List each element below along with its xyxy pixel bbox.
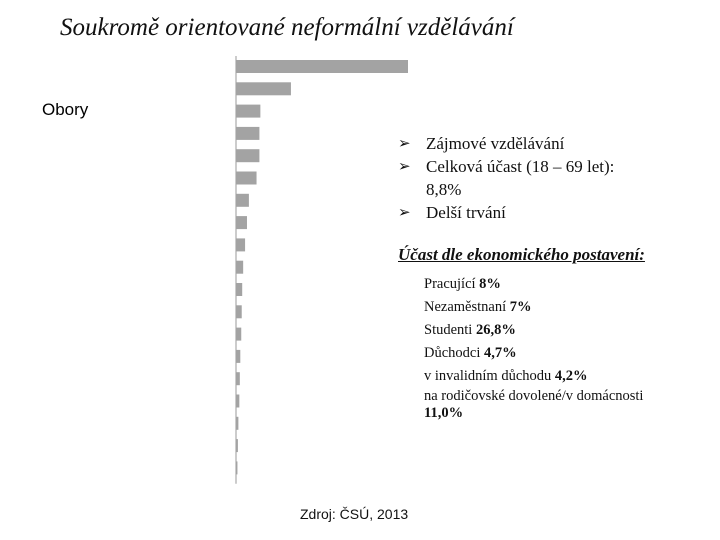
economic-status-item bbox=[424, 342, 643, 365]
status-value: 4,7% bbox=[484, 345, 517, 361]
chart-bar bbox=[236, 149, 259, 162]
bullet-item bbox=[398, 155, 614, 201]
chart-bar bbox=[236, 238, 245, 251]
arrow-bullet-icon: ➢ bbox=[398, 134, 411, 152]
chart-bar bbox=[236, 350, 240, 363]
status-value: 26,8% bbox=[475, 322, 516, 338]
chart-bar bbox=[236, 305, 242, 318]
bullet-text: Celková účast (18 – 69 let): bbox=[426, 157, 615, 176]
chart-bar bbox=[236, 194, 249, 207]
chart-bar bbox=[236, 439, 238, 452]
chart-bar bbox=[236, 105, 260, 118]
chart-bar bbox=[236, 172, 257, 185]
bullet-item bbox=[398, 201, 614, 224]
chart-bar bbox=[236, 461, 237, 474]
economic-status-list bbox=[424, 273, 643, 422]
bullet-text: Zájmové vzdělávání bbox=[426, 134, 565, 153]
economic-status-item bbox=[424, 388, 643, 422]
economic-status-title: Účast dle ekonomického postavení: bbox=[398, 245, 645, 264]
bullet-list bbox=[398, 132, 614, 224]
chart-label: Obory bbox=[42, 100, 89, 119]
status-value: 8% bbox=[479, 276, 501, 292]
slide-title: Soukromě orientované neformální vzdělávání bbox=[60, 14, 514, 41]
status-value: 4,2% bbox=[554, 368, 588, 384]
bullet-item bbox=[398, 132, 614, 155]
status-label: na rodičovské dovolené/v domácnosti bbox=[424, 388, 644, 404]
chart-bar bbox=[236, 82, 291, 95]
status-label: Studenti bbox=[424, 322, 476, 338]
chart-bar bbox=[236, 372, 240, 385]
status-label: Nezaměstnaní bbox=[424, 299, 510, 315]
bullet-continuation: 8,8% bbox=[426, 180, 462, 199]
chart-bar bbox=[236, 127, 259, 140]
chart-bar bbox=[236, 283, 242, 296]
status-label: Důchodci bbox=[424, 345, 484, 361]
chart-bar bbox=[236, 417, 238, 430]
chart-bar bbox=[236, 261, 243, 274]
status-label: Pracující bbox=[424, 276, 480, 292]
economic-status-item bbox=[424, 296, 643, 319]
chart-bar bbox=[236, 328, 241, 341]
source-note: Zdroj: ČSÚ, 2013 bbox=[300, 506, 409, 522]
chart-bar bbox=[236, 216, 247, 229]
chart-bar bbox=[236, 395, 239, 408]
economic-status-item bbox=[424, 365, 643, 388]
status-value: 7% bbox=[509, 299, 532, 315]
bullet-text: Delší trvání bbox=[426, 203, 506, 222]
economic-status-item bbox=[424, 319, 643, 342]
status-label: v invalidním důchodu bbox=[424, 368, 555, 384]
arrow-bullet-icon: ➢ bbox=[398, 157, 411, 175]
chart-bar bbox=[236, 60, 408, 73]
economic-status-item bbox=[424, 273, 643, 296]
arrow-bullet-icon: ➢ bbox=[398, 203, 411, 221]
status-value: 11,0% bbox=[424, 405, 464, 421]
